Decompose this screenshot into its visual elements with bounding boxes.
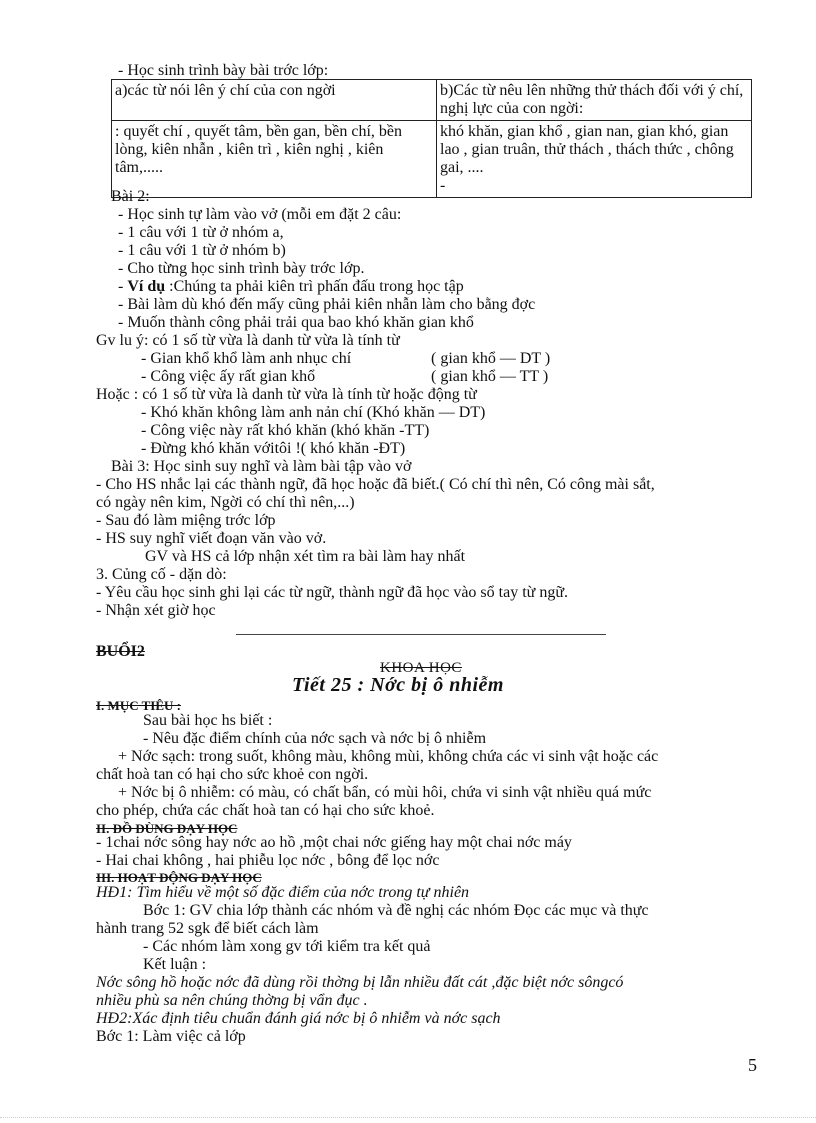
cungco-title: 3. Củng cố - dặn dò: (96, 566, 227, 583)
conclusion-line: Nớc sông hồ hoặc nớc đã dùng rồi thờng bị lẫn nhiều đất cát ,đặc biệt nớc sôngcó (96, 974, 624, 991)
bai2-title: Bài 2: (111, 188, 150, 205)
or-item: - Khó khăn không làm anh nản chí (Khó khăn — DT) (141, 404, 486, 421)
or-note: Hoặc : có 1 số từ vừa là danh từ vừa là tính từ hoặc động từ (96, 386, 477, 403)
dirty-water-line: cho phép, chứa các chất hoà tan có hại cho sức khoẻ. (96, 802, 435, 819)
subject-heading: KHOA HỌC (380, 660, 462, 676)
bai3-title: Bài 3: Học sinh suy nghĩ và làm bài tập vào vở (111, 458, 412, 475)
list-item: - 1 câu với 1 từ ở nhóm a, (118, 224, 284, 241)
page-number: 5 (748, 1055, 757, 1075)
table-cell-a: : quyết chí , quyết tâm, bền gan, bền chí, bền lòng, kiên nhẫn , kiên trì , kiên nghị , kiên tâm,..... (112, 121, 437, 198)
hd1-title: HĐ1: Tìm hiểu về một số đặc điểm của nớc trong tự nhiên (96, 884, 470, 901)
table-header-a: a)các từ nói lên ý chí của con ngời (112, 80, 437, 121)
table-cell-b: khó khăn, gian khổ , gian nan, gian khó, gian lao , gian truân, thử thách , thách thức , chông gai, .... - (437, 121, 752, 198)
section-divider (236, 634, 606, 635)
lesson-title: Tiết 25 : Nớc bị ô nhiễm (292, 674, 504, 696)
conclusion-line: nhiều phù sa nên chúng thờng bị vẩn đục . (96, 992, 368, 1009)
note-example-1: - Gian khổ khổ làm anh nhục chí (141, 350, 352, 367)
list-item: - Cho từng học sinh trình bày trớc lớp. (118, 260, 365, 277)
table-row (112, 80, 752, 121)
muc-tieu-heading: I. MỤC TIÊU : (96, 698, 181, 713)
word-table (111, 79, 752, 198)
list-item: - Bài làm dù khó đến mấy cũng phải kiên nhẫn làm cho bằng đợc (118, 296, 536, 313)
list-item: - Muốn thành công phải trải qua bao khó khăn gian khổ (118, 314, 474, 331)
list-item: - Học sinh tự làm vào vở (mỗi em đặt 2 câu: (118, 206, 402, 223)
cungco-line: - Yêu cầu học sinh ghi lại các từ ngữ, thành ngữ đã học vào sổ tay từ ngữ. (96, 584, 568, 601)
or-item: - Đừng khó khăn vớitôi !( khó khăn -ĐT) (141, 440, 406, 457)
footer-divider (0, 1117, 816, 1118)
example-dash: - (118, 278, 128, 295)
hd2-title: HĐ2:Xác định tiêu chuẩn đánh giá nớc bị ô nhiễm và nớc sạch (96, 1010, 501, 1027)
intro-line: - Học sinh trình bày bài trớc lớp: (118, 62, 329, 79)
note-example-1-tag: ( gian khổ — DT ) (431, 350, 551, 367)
bai3-line: GV và HS cả lớp nhận xét tìm ra bài làm hay nhất (145, 548, 466, 565)
bai3-line: - HS suy nghĩ viết đoạn văn vào vở. (96, 530, 327, 547)
or-item: - Công việc này rất khó khăn (khó khăn -TT) (141, 422, 430, 439)
note-example-2-tag: ( gian khổ — TT ) (431, 368, 549, 385)
table-row (112, 121, 752, 198)
conclusion-label: Kết luận : (143, 956, 207, 973)
bai3-line: - Sau đó làm miệng trớc lớp (96, 512, 276, 529)
muc-tieu-intro: Sau bài học hs biết : (143, 712, 273, 729)
session-label: BUỔI2 (96, 643, 145, 660)
teacher-note: Gv lu ý: có 1 số từ vừa là danh từ vừa là tính từ (96, 332, 400, 349)
list-item: - 1 câu với 1 từ ở nhóm b) (118, 242, 286, 259)
hoat-dong-heading: III. HOẠT ĐỘNG DẠY HỌC (96, 870, 262, 885)
clean-water-line: chất hoà tan có hại cho sức khoẻ con ngời. (96, 766, 369, 783)
note-example-2: - Công việc ấy rất gian khổ (141, 368, 316, 385)
clean-water-line: + Nớc sạch: trong suốt, không màu, không mùi, không chứa các vi sinh vật hoặc các (118, 748, 659, 765)
do-dung-heading: II. ĐỒ DÙNG DẠY HỌC (96, 821, 238, 836)
step-line: - Các nhóm làm xong gv tới kiểm tra kết quả (143, 938, 431, 955)
step-line: Bớc 1: Làm việc cả lớp (96, 1028, 246, 1045)
do-dung-line: - Hai chai không , hai phiễu lọc nớc , bông để lọc nớc (96, 852, 440, 869)
step-line: Bớc 1: GV chia lớp thành các nhóm và đề nghị các nhóm Đọc các mục và thực (143, 902, 649, 919)
bai3-line: - Cho HS nhắc lại các thành ngữ, đã học hoặc đã biết.( Có chí thì nên, Có công mài sắt, (96, 476, 655, 493)
table-header-b: b)Các từ nêu lên những thử thách đối với ý chí, nghị lực của con ngời: (437, 80, 752, 121)
cungco-line: - Nhận xét giờ học (96, 602, 216, 619)
dirty-water-line: + Nớc bị ô nhiễm: có màu, có chất bẩn, có mùi hôi, chứa vi sinh vật nhiều quá mức (118, 784, 652, 801)
muc-tieu-item: - Nêu đặc điểm chính của nớc sạch và nớc bị ô nhiễm (143, 730, 487, 747)
example-text: :Chúng ta phải kiên trì phấn đấu trong học tập (165, 278, 464, 295)
example-label: Ví dụ (127, 278, 166, 295)
step-line: hành trang 52 sgk để biết cách làm (96, 920, 319, 937)
example-line (118, 278, 464, 297)
bai3-line: có ngày nên kim, Ngời có chí thì nên,...) (96, 494, 355, 511)
do-dung-line: - 1chai nớc sông hay nớc ao hồ ,một chai nớc giếng hay một chai nớc máy (96, 834, 572, 851)
